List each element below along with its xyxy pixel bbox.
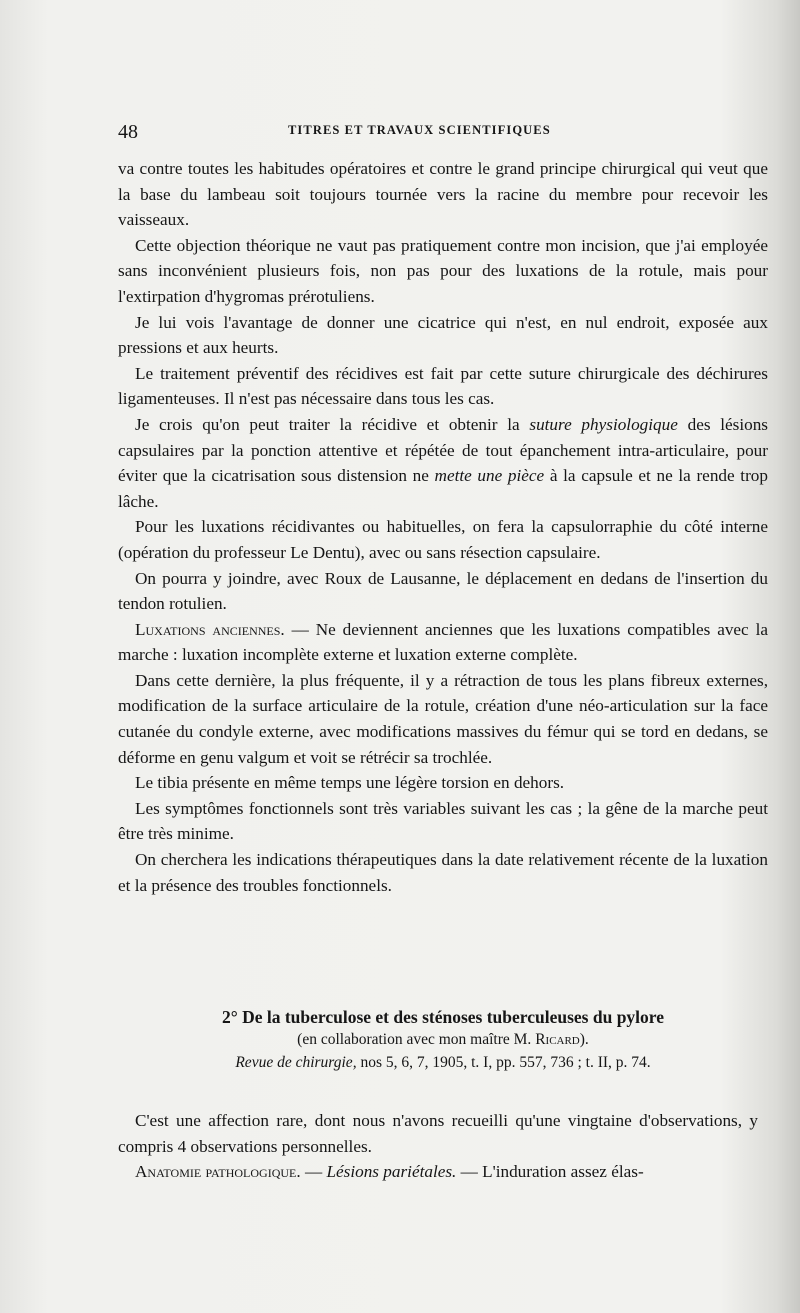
p5-italic-phrase: mette une pièce	[434, 466, 545, 486]
paragraph-7: On pourra y joindre, avec Roux de Lausanne, le déplacement en dedans de l'insertion du tendon rotulien.	[118, 568, 768, 614]
section-title: 2° De la tuberculose et des sténoses tuberculeuses du pylore	[221, 1007, 665, 1027]
paragraph-8	[118, 617, 768, 668]
paragraph-2: Cette objection théorique ne vaut pas pratiquement contre mon incision, que j'ai employée sans inconvénient plusieurs fois, non pas pour des luxations de la rotule, mais pour l'extirpation d'hygromas prérotuliens.	[118, 235, 768, 306]
section-heading	[118, 1005, 768, 1075]
collab-text-b: ).	[579, 1031, 589, 1048]
p8-text: — Ne deviennent anciennes que les luxations compatibles avec la marche : luxation incomplète externe et luxation externe complète.	[118, 619, 768, 665]
paragraph-4: Le traitement préventif des récidives est fait par cette suture chirurgicale des déchirures ligamenteuses. Il n'est pas nécessaire dans tous les cas.	[118, 363, 768, 409]
subheading-luxations: Luxations anciennes.	[135, 619, 285, 639]
p2-text: — L'induration assez élas-	[456, 1162, 644, 1182]
paragraph-3: Je lui vois l'avantage de donner une cicatrice qui n'est, en nul endroit, exposée aux pressions et aux heurts.	[118, 312, 768, 358]
section-collaboration	[118, 1029, 768, 1051]
ref-details: nos 5, 6, 7, 1905, t. I, pp. 557, 736 ; t. II, p. 74.	[356, 1054, 651, 1071]
section-reference	[118, 1051, 768, 1075]
paragraph-10: Le tibia présente en même temps une légère torsion en dehors.	[135, 773, 565, 793]
paragraph-9: Dans cette dernière, la plus fréquente, il y a rétraction de tous les plans fibreux externes, modification de la surface articulaire de la rotule, création d'une néo-articulation sur la face cutanée du condyle externe, avec modifications massives du fémur qui se tord en dedans, se déforme en genu valgum et voit se rétrécir sa trochlée.	[118, 670, 768, 767]
p2-dash: —	[300, 1162, 327, 1182]
collab-name: Ricard	[535, 1031, 580, 1048]
collab-text-a: (en collaboration avec mon maître M.	[297, 1031, 536, 1048]
subheading-anatomie: Anatomie pathologique.	[135, 1162, 301, 1182]
p2-italic-lesions: Lésions pariétales.	[326, 1162, 457, 1182]
paragraph-11: Les symptômes fonctionnels sont très variables suivant les cas ; la gêne de la marche peut être très minime.	[118, 798, 768, 844]
paragraph-6: Pour les luxations récidivantes ou habituelles, on fera la capsulorraphie du côté interne (opération du professeur Le Dentu), avec ou sans résection capsulaire.	[118, 517, 768, 562]
p5-text-c: des lésions capsulaires par la ponction attentive et répétée de tout épanchement intra-articulaire, pour éviter que la cicatrisation sous distension ne	[118, 414, 768, 486]
p5-text-a: Je crois qu'on peut traiter la récidive et obtenir la	[135, 414, 530, 434]
p5-italic-term: suture physiologique	[529, 414, 678, 434]
section-text	[118, 1108, 758, 1185]
ref-journal: Revue de chirurgie,	[235, 1054, 357, 1071]
paragraph-1: va contre toutes les habitudes opératoires et contre le grand principe chirurgical qui veut que la base du lambeau soit toujours tournée vers la racine du membre pour recevoir les vaisseaux.	[118, 159, 768, 230]
p5-text-e: à la capsule et ne la rende trop lâche.	[118, 466, 768, 511]
section-paragraph-1: C'est une affection rare, dont nous n'avons recueilli qu'une vingtaine d'observations, y compris 4 observations personnelles.	[118, 1111, 758, 1156]
page-number: 48	[118, 121, 138, 143]
page-header	[118, 121, 758, 145]
paragraph-5	[118, 412, 768, 514]
main-text	[118, 156, 768, 898]
section-paragraph-2	[118, 1159, 758, 1185]
paragraph-12: On cherchera les indications thérapeutiques dans la date relativement récente de la luxation et la présence des troubles fonctionnels.	[118, 850, 768, 895]
running-title: TITRES ET TRAVAUX SCIENTIFIQUES	[288, 123, 551, 137]
